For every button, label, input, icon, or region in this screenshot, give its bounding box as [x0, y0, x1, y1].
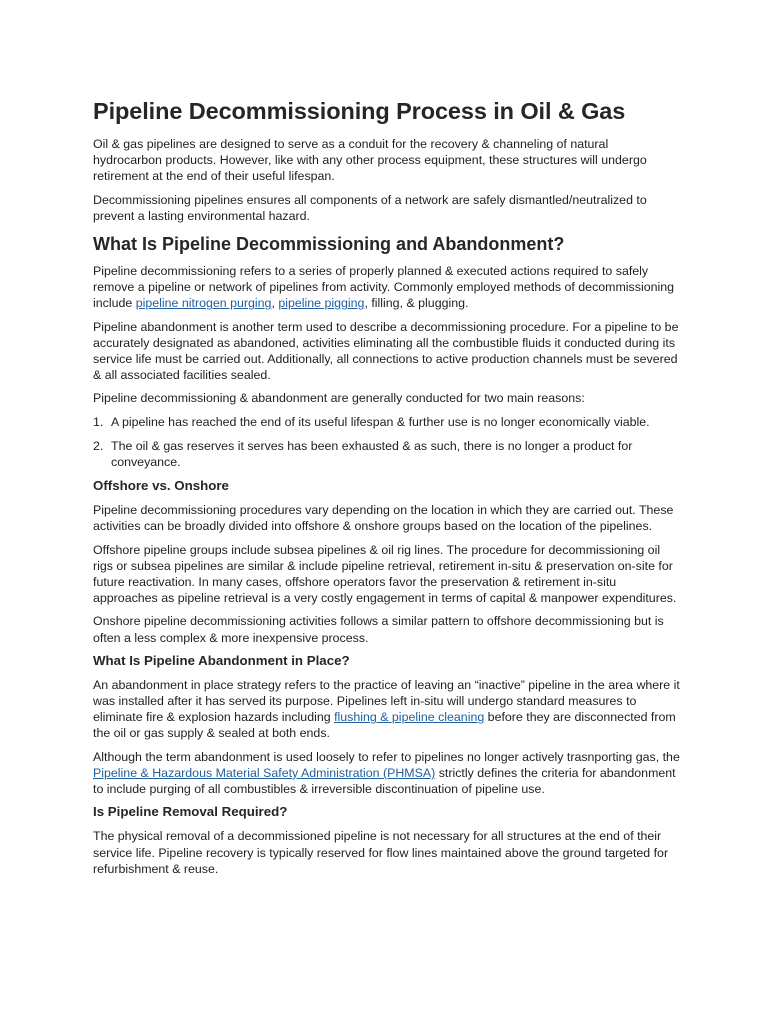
flushing-cleaning-link[interactable]: flushing & pipeline cleaning — [334, 710, 485, 725]
list-item-number: 2. — [93, 438, 104, 453]
page-title: Pipeline Decommissioning Process in Oil & Gas — [93, 98, 626, 124]
paragraph-text: An abandonment in place strategy refers to the practice of leaving an “inactive” pipeline in the area where it was installed after it has served its purpose. Pipelines left in-situ will undergo standard measures to eliminate fire & explosion hazards including — [93, 677, 680, 725]
paragraph-text: , filling, & plugging. — [364, 296, 469, 311]
nitrogen-purging-link[interactable]: pipeline nitrogen purging — [135, 296, 272, 311]
reasons-intro-paragraph: Pipeline decommissioning & abandonment are generally conducted for two main reasons: — [93, 391, 585, 406]
section-heading-decommissioning: What Is Pipeline Decommissioning and Abandonment? — [93, 234, 565, 255]
decommissioning-definition-paragraph — [93, 263, 680, 312]
abandonment-definition-paragraph: Pipeline abandonment is another term used to describe a decommissioning procedure. For a pipeline to be accurately designated as abandoned, activities eliminating all the combustible fluids it conducted during its service life must be carried out. Additionally, all connections to active production channels must be severed & all associated facilities sealed. — [93, 319, 679, 383]
paragraph-text: before they are disconnected from the oil or gas supply & sealed at both ends. — [93, 710, 676, 741]
list-item — [93, 414, 680, 430]
list-item-text: A pipeline has reached the end of its useful lifespan & further use is no longer economically viable. — [111, 414, 650, 429]
removal-required-paragraph: The physical removal of a decommissioned pipeline is not necessary for all structures at the end of their service life. Pipeline recovery is typically reserved for flow lines maintained above the ground targeted for refurbishment & reuse. — [93, 829, 669, 876]
link-separator: , — [271, 296, 279, 311]
list-item-number: 1. — [93, 414, 104, 429]
abandonment-in-place-paragraph-2 — [93, 749, 680, 798]
list-item — [93, 438, 680, 470]
abandonment-in-place-paragraph-1 — [93, 677, 680, 742]
phmsa-link[interactable]: Pipeline & Hazardous Material Safety Administration (PHMSA) — [93, 765, 436, 780]
intro-paragraph-2: Decommissioning pipelines ensures all components of a network are safely dismantled/neutralized to prevent a lasting environmental hazard. — [93, 192, 647, 223]
pipeline-pigging-link[interactable]: pipeline pigging — [278, 296, 365, 311]
section-heading-offshore-onshore: Offshore vs. Onshore — [93, 478, 229, 494]
section-heading-abandonment-in-place: What Is Pipeline Abandonment in Place? — [93, 652, 350, 668]
intro-paragraph-1: Oil & gas pipelines are designed to serve as a conduit for the recovery & channeling of natural hydrocarbon products. However, like with any other process equipment, these structures will undergo retirement at the end of their useful lifespan. — [93, 137, 647, 184]
section-heading-removal-required: Is Pipeline Removal Required? — [93, 804, 288, 820]
offshore-onshore-paragraph-1: Pipeline decommissioning procedures vary depending on the location in which they are carried out. These activities can be broadly divided into offshore & onshore groups based on the location of the pipelines. — [93, 503, 674, 534]
paragraph-text: strictly defines the criteria for abandonment to include purging of all combustibles & irreversible discontinuation of pipeline use. — [93, 765, 676, 797]
reasons-list — [93, 414, 680, 471]
list-item-text: The oil & gas reserves it serves has been exhausted & as such, there is no longer a product for conveyance. — [111, 438, 633, 470]
offshore-onshore-paragraph-2: Offshore pipeline groups include subsea pipelines & oil rig lines. The procedure for decommissioning oil rigs or subsea pipelines are similar & include pipeline retrieval, retirement in-situ & preservation on-site for future reactivation. In many cases, offshore operators favor the preservation & retirement in-situ approaches as pipeline retrieval is a very costly engagement in terms of capital & manpower expenditures. — [93, 542, 677, 606]
paragraph-text: Although the term abandonment is used loosely to refer to pipelines no longer actively trasnporting gas, the — [93, 749, 680, 764]
offshore-onshore-paragraph-3: Onshore pipeline decommissioning activities follows a similar pattern to offshore decommissioning but is often a less complex & more inexpensive process. — [93, 614, 664, 645]
paragraph-text: Pipeline decommissioning refers to a series of properly planned & executed actions required to safely remove a pipeline or network of pipelines from activity. Commonly employed methods of decommissioning include — [93, 264, 675, 311]
